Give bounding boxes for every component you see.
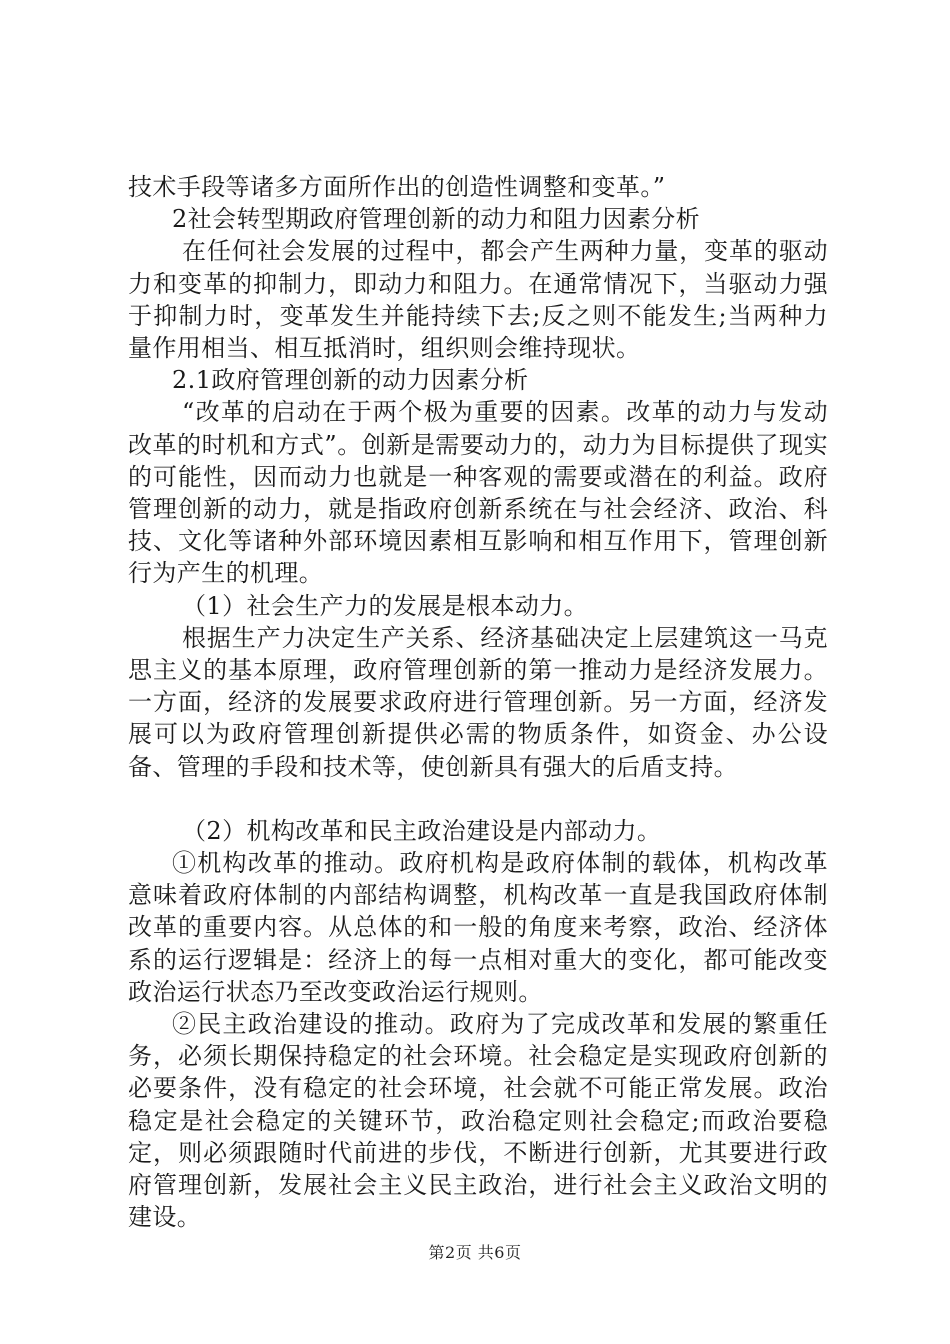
paragraph-forces: 在任何社会发展的过程中，都会产生两种力量，变革的驱动力和变革的抑制力，即动力和阻力。在通常情况下，当驱动力强于抑制力时，变革发生并能持续下去;反之则不能发生;当两种力量作用相当、相互抵消时，组织则会维持现状。 bbox=[128, 237, 828, 363]
paragraph-spacer bbox=[128, 783, 828, 815]
paragraph-democratic-politics: ②民主政治建设的推动。政府为了完成改革和发展的繁重任务，必须长期保持稳定的社会环境。社会稳定是实现政府创新的必要条件，没有稳定的社会环境，社会就不可能正常发展。政治稳定是社会稳定的关键环节，政治稳定则社会稳定;而政治要稳定，则必须跟随时代前进的步伐，不断进行创新，尤其要进行政府管理创新，发展社会主义民主政治，进行社会主义政治文明的建设。 bbox=[128, 1010, 828, 1232]
section-heading-2-1: 2.1政府管理创新的动力因素分析 bbox=[172, 366, 529, 395]
subheading-productivity: （1）社会生产力的发展是根本动力。 bbox=[182, 591, 589, 620]
subheading-institutional-reform: （2）机构改革和民主政治建设是内部动力。 bbox=[182, 816, 662, 845]
paragraph-reform-motivation: “改革的启动在于两个极为重要的因素。改革的动力与发动改革的时机和方式”。创新是需要动力的，动力为目标提供了现实的可能性，因而动力也就是一种客观的需要或潜在的利益。政府管理创新的动力，就是指政府创新系统在与社会经济、政治、科技、文化等诸种外部环境因素相互影响和相互作用下，管理创新行为产生的机理。 bbox=[128, 398, 828, 588]
section-heading-2: 2社会转型期政府管理创新的动力和阻力因素分析 bbox=[172, 205, 701, 234]
page-number-footer: 第2页 共6页 bbox=[428, 1243, 522, 1262]
paragraph-quote-end: 技术手段等诸多方面所作出的创造性调整和变革。” bbox=[128, 173, 666, 201]
paragraph-institutional-reform: ①机构改革的推动。政府机构是政府体制的载体，机构改革意味着政府体制的内部结构调整，机构改革一直是我国政府体制改革的重要内容。从总体的和一般的角度来考察，政治、经济体系的运行逻辑是：经济上的每一点相对重大的变化，都可能改变政治运行状态乃至改变政治运行规则。 bbox=[128, 849, 828, 1006]
document-body bbox=[128, 171, 828, 1234]
paragraph-productivity: 根据生产力决定生产关系、经济基础决定上层建筑这一马克思主义的基本原理，政府管理创新的第一推动力是经济发展力。一方面，经济的发展要求政府进行管理创新。另一方面，经济发展可以为政府管理创新提供必需的物质条件，如资金、办公设备、管理的手段和技术等，使创新具有强大的后盾支持。 bbox=[128, 623, 828, 781]
